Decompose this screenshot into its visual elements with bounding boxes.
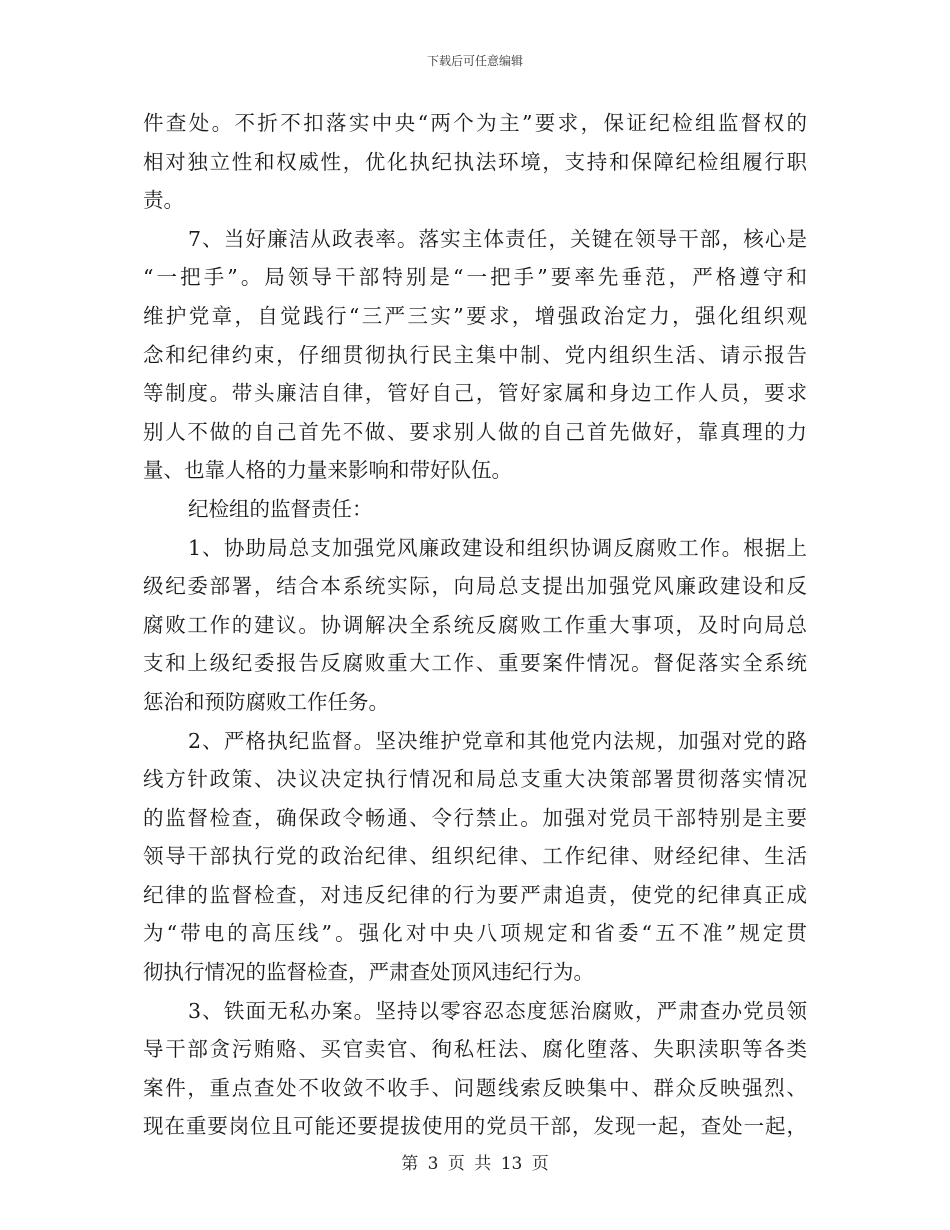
text-line: 纪律的监督检查，对违反纪律的行为要严肃追责，使党的纪律真正成 bbox=[143, 882, 807, 907]
body-text bbox=[143, 104, 807, 1146]
page-footer: 第 3 页 共 13 页 bbox=[401, 1154, 549, 1174]
text-line: 为“带电的高压线”。强化对中央八项规定和省委“五不准”规定贯 bbox=[143, 921, 807, 946]
text-line: 级纪委部署，结合本系统实际，向局总支提出加强党风廉政建设和反 bbox=[143, 574, 807, 599]
text-line: “一把手”。局领导干部特别是“一把手”要率先垂范，严格遵守和 bbox=[143, 265, 807, 290]
text-line: 别人不做的自己首先不做、要求别人做的自己首先做好，靠真理的力 bbox=[143, 419, 807, 444]
text-line: 1、协助局总支加强党风廉政建设和组织协调反腐败工作。根据上 bbox=[188, 535, 807, 560]
text-line: 相对独立性和权威性，优化执纪执法环境，支持和保障纪检组履行职 bbox=[143, 149, 807, 174]
page-header: 下载后可任意编辑 bbox=[426, 54, 523, 68]
text-line: 彻执行情况的监督检查，严肃查处顶风违纪行为。 bbox=[143, 960, 594, 985]
text-line: 现在重要岗位且可能还要提拔使用的党员干部，发现一起，查处一起， bbox=[143, 1114, 807, 1139]
text-line: 腐败工作的建议。协调解决全系统反腐败工作重大事项，及时向局总 bbox=[143, 612, 807, 637]
text-line: 维护党章，自觉践行“三严三实”要求，增强政治定力，强化组织观 bbox=[143, 303, 807, 328]
text-line: 7、当好廉洁从政表率。落实主体责任，关键在领导干部，核心是 bbox=[188, 226, 807, 251]
text-line: 等制度。带头廉洁自律，管好自己，管好家属和身边工作人员，要求 bbox=[143, 381, 807, 406]
text-line: 的监督检查，确保政令畅通、令行禁止。加强对党员干部特别是主要 bbox=[143, 805, 807, 830]
text-line: 案件，重点查处不收敛不收手、问题线索反映集中、群众反映强烈、 bbox=[143, 1075, 807, 1100]
text-line: 线方针政策、决议决定执行情况和局总支重大决策部署贯彻落实情况 bbox=[143, 767, 807, 792]
text-line: 导干部贪污贿赂、买官卖官、徇私枉法、腐化堕落、失职渎职等各类 bbox=[143, 1037, 807, 1062]
text-line: 责。 bbox=[143, 188, 184, 213]
text-line: 量、也靠人格的力量来影响和带好队伍。 bbox=[143, 458, 512, 483]
text-line: 2、严格执纪监督。坚决维护党章和其他党内法规，加强对党的路 bbox=[188, 728, 807, 753]
text-line: 纪检组的监督责任： bbox=[188, 496, 373, 521]
text-line: 支和上级纪委报告反腐败重大工作、重要案件情况。督促落实全系统 bbox=[143, 651, 807, 676]
text-line: 3、铁面无私办案。坚持以零容忍态度惩治腐败，严肃查办党员领 bbox=[188, 998, 807, 1023]
text-line: 领导干部执行党的政治纪律、组织纪律、工作纪律、财经纪律、生活 bbox=[143, 844, 807, 869]
text-line: 件查处。不折不扣落实中央“两个为主”要求，保证纪检组监督权的 bbox=[143, 111, 807, 135]
text-line: 念和纪律约束，仔细贯彻执行民主集中制、党内组织生活、请示报告 bbox=[143, 342, 807, 367]
text-line: 惩治和预防腐败工作任务。 bbox=[143, 689, 389, 714]
